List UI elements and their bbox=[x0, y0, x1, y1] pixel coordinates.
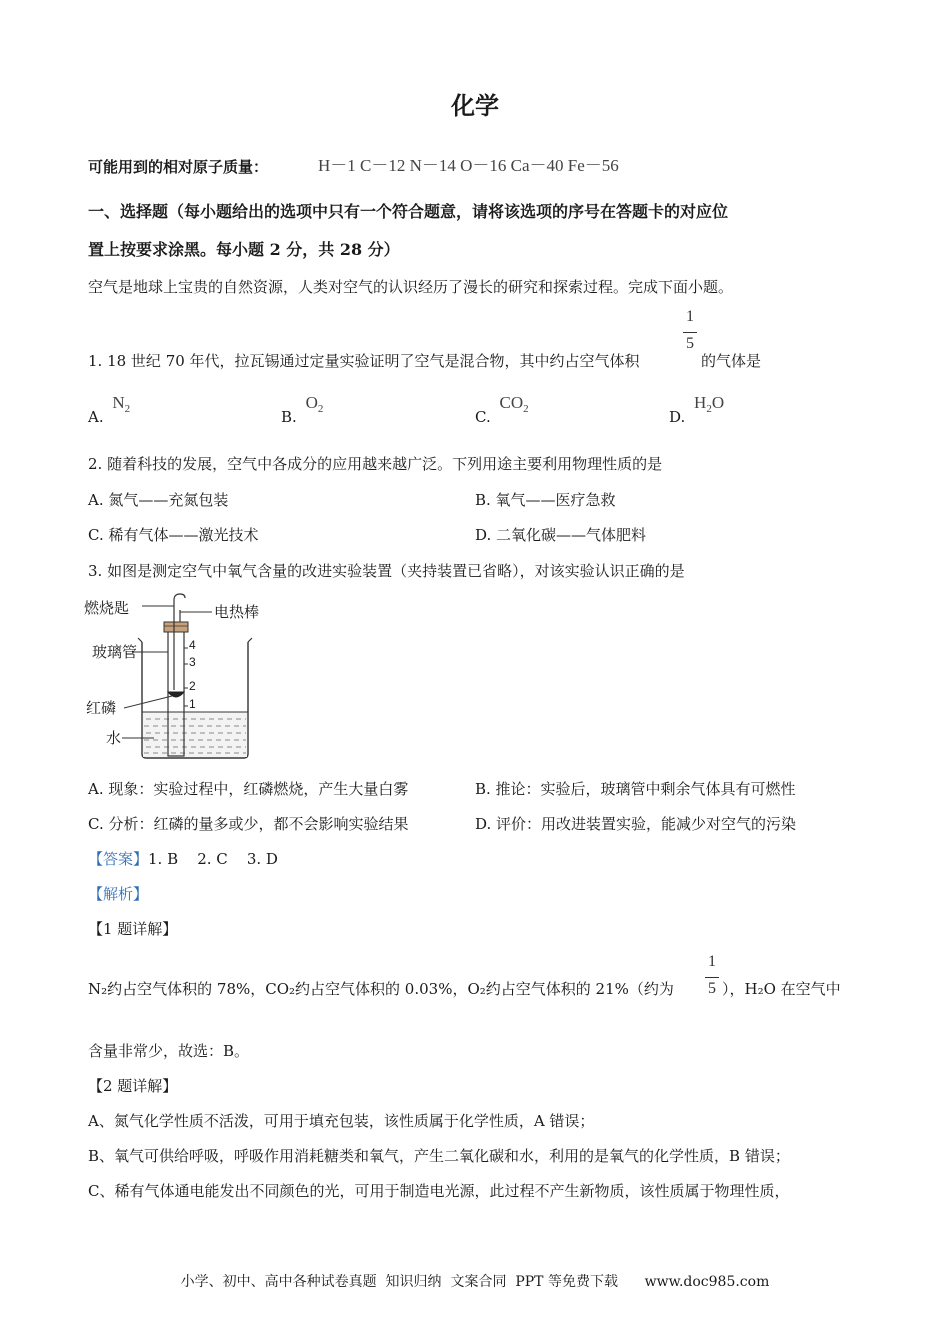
intro-text: 空气是地球上宝贵的自然资源，人类对空气的认识经历了漫长的研究和探索过程。完成下面小题。 bbox=[88, 278, 734, 296]
q2-stem: 2. 随着科技的发展，空气中各成分的应用越来越广泛。下列用途主要利用物理性质的是 bbox=[88, 455, 663, 473]
q2-option-d: D. 二氧化碳——气体肥料 bbox=[475, 526, 647, 544]
q3-option-d: D. 评价：用改进装置实验，能减少对空气的污染 bbox=[475, 815, 797, 833]
detail1-fraction-denominator: 5 bbox=[708, 980, 716, 997]
option-formula: $N_2$ bbox=[112, 393, 131, 415]
scale-mark-2: 2 bbox=[189, 679, 196, 693]
experiment-apparatus-figure bbox=[84, 592, 284, 762]
section-heading-line2: 置上按要求涂黑。每小题 2 分，共 28 分） bbox=[88, 240, 400, 259]
q1-option-b bbox=[281, 393, 324, 433]
detail1-fraction-numerator: 1 bbox=[708, 953, 716, 970]
section-heading-line1: 一、选择题（每小题给出的选项中只有一个符合题意，请将该选项的序号在答题卡的对应位 bbox=[88, 202, 729, 221]
answer-tag: 【答案】 bbox=[88, 850, 149, 868]
q3-option-b: B. 推论：实验后，玻璃管中剩余气体具有可燃性 bbox=[475, 780, 796, 798]
label-combustion-spoon: 燃烧匙 bbox=[84, 599, 130, 617]
detail2-line-c: C、稀有气体通电能发出不同颜色的光，可用于制造电光源，此过程不产生新物质，该性质属于物理性质， bbox=[88, 1182, 790, 1200]
detail2-heading: 【2 题详解】 bbox=[88, 1077, 178, 1095]
option-letter: C. bbox=[475, 408, 491, 426]
q1-fraction-denominator: 5 bbox=[686, 335, 694, 352]
q3-option-c: C. 分析：红磷的量多或少，都不会影响实验结果 bbox=[88, 815, 409, 833]
detail1-line2: 含量非常少，故选：B。 bbox=[88, 1042, 250, 1060]
detail1-line1-b: ），H₂O 在空气中 bbox=[722, 980, 841, 998]
scale-mark-4: 4 bbox=[189, 638, 196, 652]
page-footer: 小学、初中、高中各种试卷真题 知识归纳 文案合同 PPT 等免费下载 www.doc985.com bbox=[180, 1274, 770, 1290]
q1-stem-b: 的气体是 bbox=[701, 352, 762, 370]
option-letter: B. bbox=[281, 408, 297, 426]
atomic-mass-values: H－1 C－12 N－14 O－16 Ca－40 Fe－56 bbox=[318, 156, 619, 175]
label-electric-rod: 电热棒 bbox=[214, 603, 260, 621]
q1-fraction-numerator: 1 bbox=[686, 308, 694, 325]
detail1-line1-a: N₂约占空气体积的 78%，CO₂约占空气体积的 0.03%，O₂约占空气体积的 21%（约为 bbox=[88, 980, 674, 998]
option-formula: $O_2$ bbox=[305, 393, 324, 415]
detail2-line-b: B、氧气可供给呼吸，呼吸作用消耗糖类和氧气，产生二氧化碳和水，利用的是氧气的化学性质，B 错误； bbox=[88, 1147, 790, 1165]
option-letter: A. bbox=[88, 408, 104, 426]
label-red-phosphorus: 红磷 bbox=[86, 699, 117, 717]
q2-option-c: C. 稀有气体——激光技术 bbox=[88, 526, 259, 544]
q1-stem-a: 1. 18 世纪 70 年代，拉瓦锡通过定量实验证明了空气是混合物，其中约占空气体积 bbox=[88, 352, 640, 370]
option-formula: $CO_2$ bbox=[499, 393, 529, 415]
detail1-heading: 【1 题详解】 bbox=[88, 920, 178, 938]
label-water: 水 bbox=[106, 729, 122, 747]
q1-option-c bbox=[475, 393, 529, 433]
q3-option-a: A. 现象：实验过程中，红磷燃烧，产生大量白雾 bbox=[88, 780, 409, 798]
answer-line bbox=[88, 849, 278, 869]
label-glass-tube: 玻璃管 bbox=[92, 643, 138, 661]
answer-text: 1. B 2. C 3. D bbox=[148, 850, 278, 868]
q2-option-b: B. 氧气——医疗急救 bbox=[475, 491, 616, 509]
option-formula: $H_2O$ bbox=[694, 393, 725, 415]
page-title: 化学 bbox=[451, 91, 499, 120]
scale-mark-1: 1 bbox=[189, 697, 196, 711]
detail2-line-a: A、氮气化学性质不活泼，可用于填充包装，该性质属于化学性质，A 错误； bbox=[88, 1112, 595, 1130]
q2-option-a: A. 氮气——充氮包装 bbox=[88, 491, 229, 509]
q1-option-a bbox=[88, 393, 131, 433]
analysis-tag: 【解析】 bbox=[88, 885, 149, 903]
q3-stem: 3. 如图是测定空气中氧气含量的改进实验装置（夹持装置已省略），对该实验认识正确的是 bbox=[88, 562, 685, 580]
option-letter: D. bbox=[669, 408, 686, 426]
scale-mark-3: 3 bbox=[189, 655, 196, 669]
q1-option-d bbox=[669, 393, 725, 433]
atomic-mass-label: 可能用到的相对原子质量： bbox=[88, 158, 269, 176]
